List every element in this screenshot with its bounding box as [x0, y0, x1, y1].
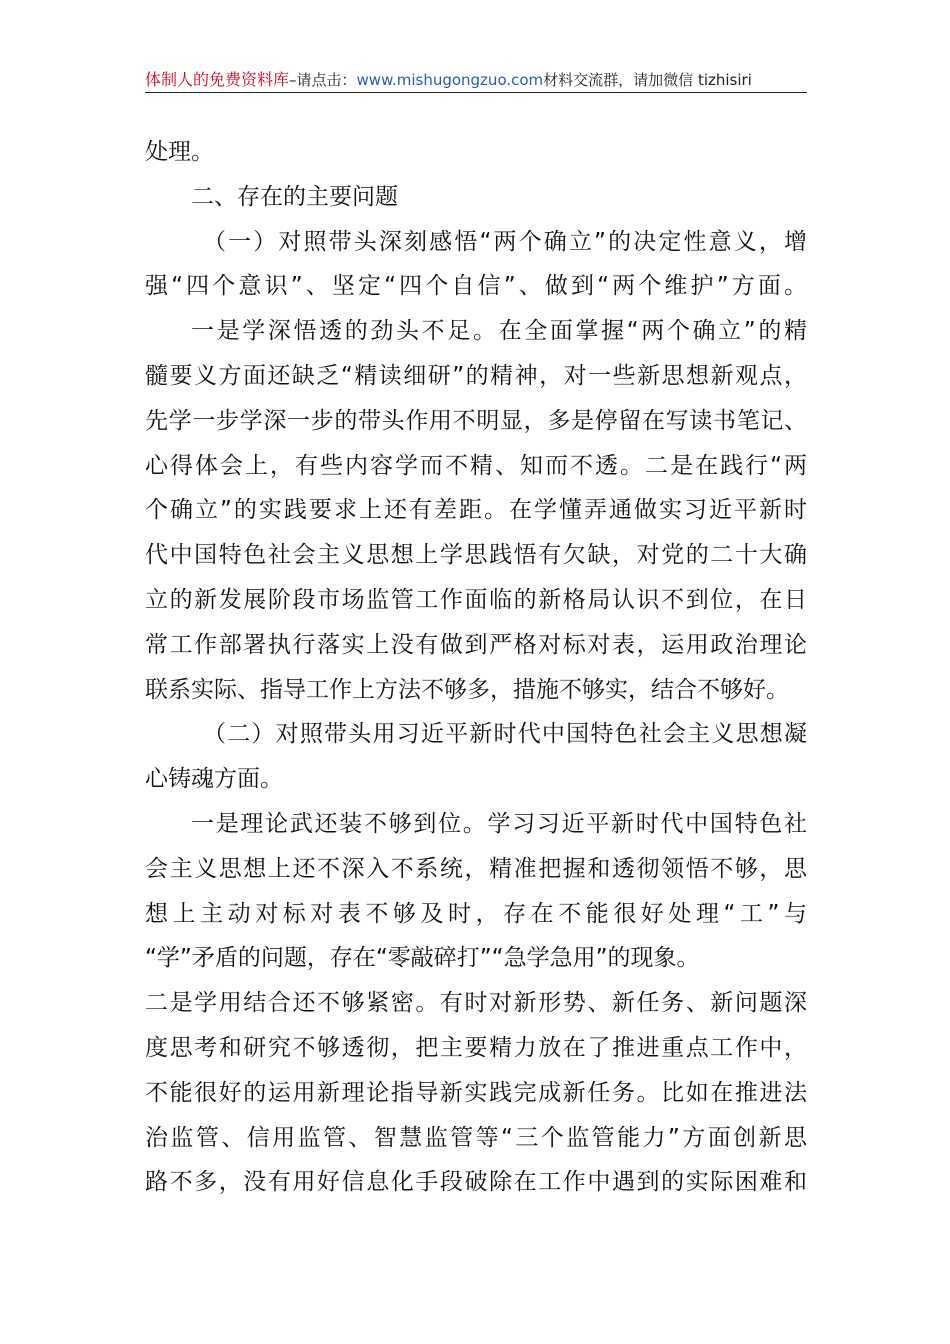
paragraph-start: 一是学深悟透的劲头不足。在全面掌握“两个确立”的精 [191, 318, 807, 345]
header-brand: 体制人的免费资料库 [145, 70, 290, 89]
text-line: 髓要义方面还缺乏“精读细研”的精神，对一些新思想新观点， [145, 362, 807, 389]
text-line: 不能很好的运用新理论指导新实践完成新任务。比如在推进法 [145, 1079, 807, 1106]
text-line: 会主义思想上还不深入不系统，精准把握和透彻领悟不够，思 [145, 855, 807, 882]
paragraph-start: 一是理论武还装不够到位。学习习近平新时代中国特色社 [191, 810, 807, 837]
text-line: 先学一步学深一步的带头作用不明显，多是停留在写读书笔记、 [145, 407, 807, 434]
text-line: 联系实际、指导工作上方法不够多，措施不够实，结合不够好。 [145, 676, 789, 703]
header-url-link[interactable]: www.mishugongzuo.com [356, 71, 544, 89]
text-line: 治监管、信用监管、智慧监管等“三个监管能力”方面创新思 [145, 1124, 807, 1151]
text-line: 代中国特色社会主义思想上学思践悟有欠缺，对党的二十大确 [145, 542, 807, 569]
text-line: 心得体会上，有些内容学而不精、知而不透。二是在践行“两 [145, 452, 807, 479]
subsection-heading: （二）对照带头用习近平新时代中国特色社会主义思想凝 [203, 721, 807, 748]
text-line: 个确立”的实践要求上还有差距。在学懂弄通做实习近平新时 [145, 497, 807, 524]
text-line: 常工作部署执行落实上没有做到严格对标对表，运用政治理论 [145, 631, 807, 658]
text-line: 想上主动对标对表不够及时，存在不能很好处理“工”与 [145, 900, 807, 927]
subsection-heading: （一）对照带头深刻感悟“两个确立”的决定性意义，增 [203, 228, 807, 255]
text-line: “学”矛盾的问题，存在“零敲碎打”“急学急用”的现象。 [145, 945, 700, 972]
header-prompt: –请点击： [289, 71, 357, 89]
text-line: 二是学用结合还不够紧密。有时对新形势、新任务、新问题深 [145, 990, 807, 1017]
text-line: 路不多，没有用好信息化手段破除在工作中遇到的实际困难和 [145, 1169, 807, 1196]
text-line: 强“四个意识”、坚定“四个自信”、做到“两个维护”方面。 [145, 273, 807, 300]
header-suffix: 材料交流群，请加微信 tizhisiri [543, 71, 752, 89]
document-body [145, 130, 807, 1205]
section-heading: 二、存在的主要问题 [191, 183, 398, 210]
text-line: 心铸魂方面。 [145, 766, 283, 793]
page-header [145, 68, 807, 93]
text-line: 处理。 [145, 139, 214, 165]
text-line: 度思考和研究不够透彻，把主要精力放在了推进重点工作中， [145, 1034, 807, 1061]
text-line: 立的新发展阶段市场监管工作面临的新格局认识不到位，在日 [145, 586, 807, 613]
